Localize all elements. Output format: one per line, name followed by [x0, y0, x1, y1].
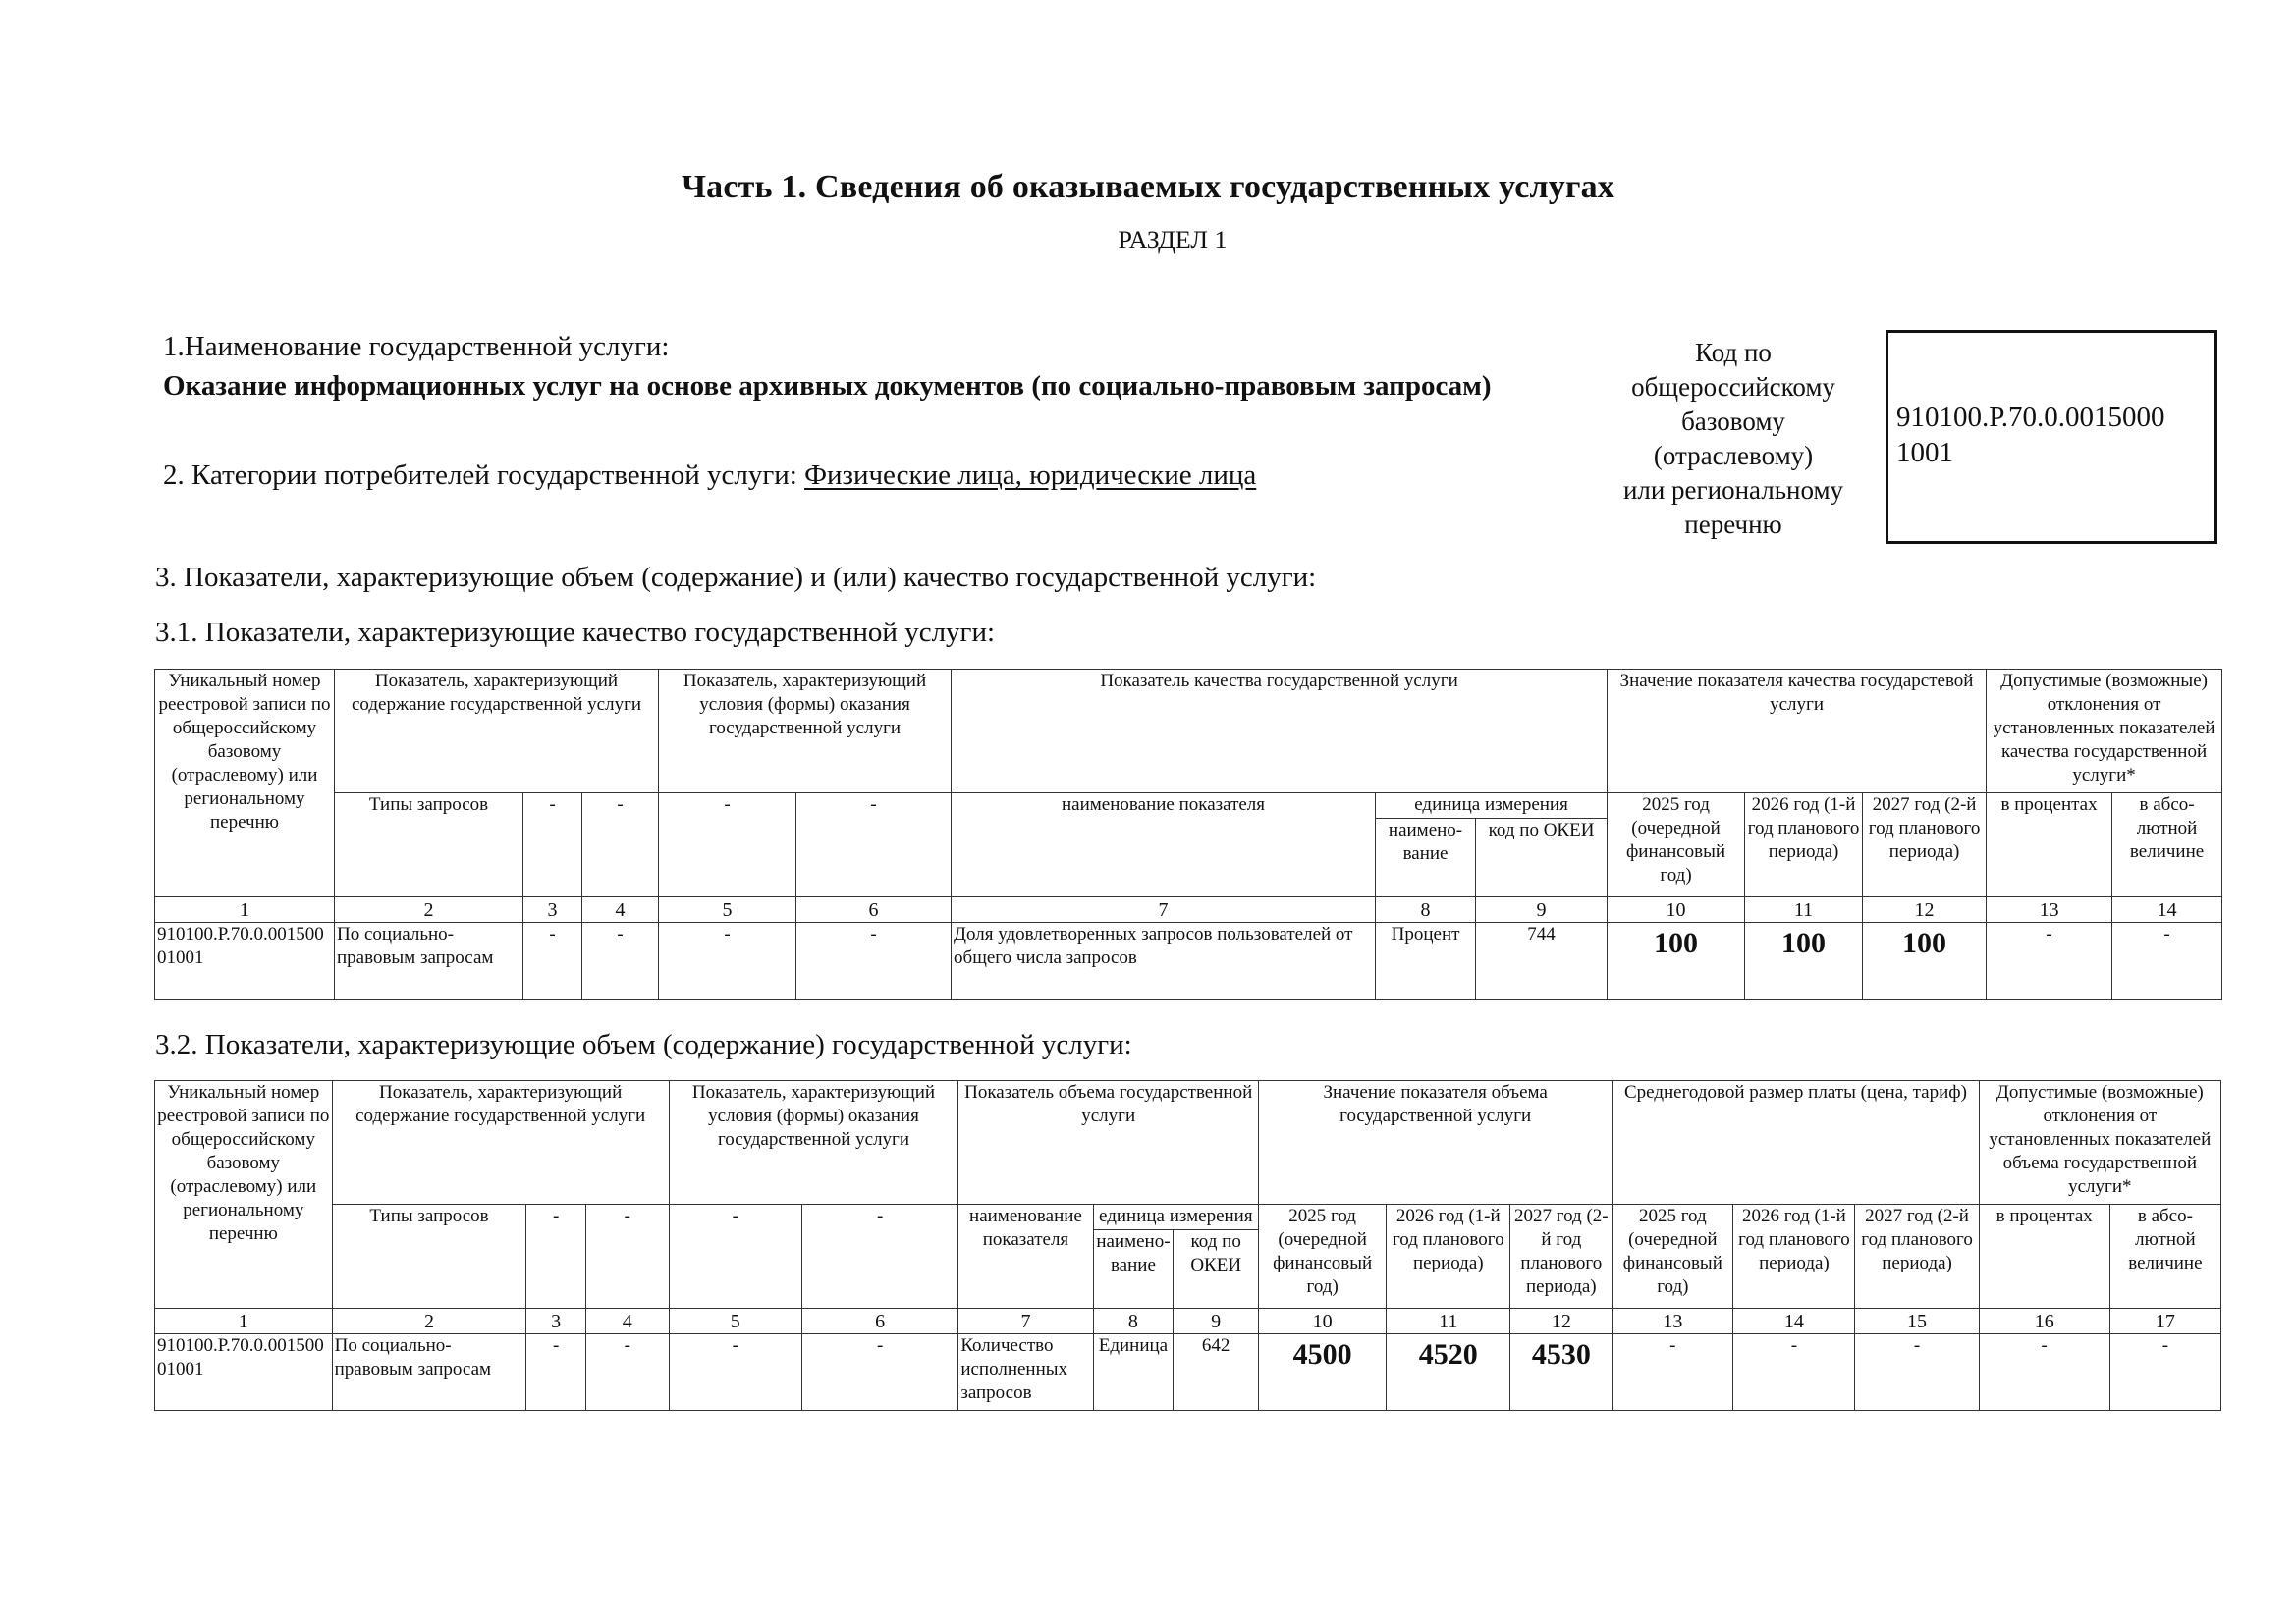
column-number: 13 — [1613, 1309, 1733, 1334]
cell-unique-number: 910100.Р.70.0.00150001001 — [155, 1334, 333, 1411]
column-number: 7 — [958, 1309, 1093, 1334]
column-numbers-row — [155, 897, 2222, 923]
column-number: 10 — [1259, 1309, 1387, 1334]
column-number: 8 — [1093, 1309, 1174, 1334]
column-number: 14 — [2112, 897, 2222, 923]
cell-value-2025: 4500 — [1259, 1334, 1387, 1411]
cell-unit-name: Единица — [1093, 1334, 1174, 1411]
header-quality-value: Значение показателя качества государстевой услуги — [1608, 670, 1987, 793]
column-number: 11 — [1387, 1309, 1510, 1334]
column-number: 9 — [1476, 897, 1608, 923]
header-year-2025: 2025 год (очередной финансовый год) — [1608, 793, 1745, 897]
header-avg-fee: Среднегодовой размер платы (цена, тариф) — [1613, 1081, 1979, 1205]
column-number: 5 — [659, 897, 796, 923]
header-indicator-name: наименование показателя — [952, 793, 1376, 897]
section-3-heading: 3. Показатели, характеризующие объем (содержание) и (или) качество государственной услуги: — [155, 562, 1317, 593]
column-number: 15 — [1855, 1309, 1979, 1334]
registry-code-box — [1886, 330, 2217, 544]
header-year-2026: 2026 год (1-й год планового периода) — [1387, 1205, 1510, 1309]
header-unit-name: наимено-вание — [1376, 819, 1476, 897]
cell-unit-name: Процент — [1376, 923, 1476, 1000]
header-request-types: Типы запросов — [332, 1205, 526, 1309]
header-okei-code: код по ОКЕИ — [1174, 1230, 1259, 1309]
header-content-indicator: Показатель, характеризующий содержание государственной услуги — [335, 670, 659, 793]
column-number: 3 — [523, 897, 582, 923]
consumer-categories — [163, 460, 1256, 492]
code-label-line: или региональному — [1622, 475, 1844, 505]
cell-okei-code: 642 — [1174, 1334, 1259, 1411]
volume-indicators-table — [154, 1080, 2221, 1411]
cell-deviation-absolute: - — [2109, 1334, 2220, 1411]
column-number: 4 — [582, 897, 659, 923]
code-label-line: общероссийскому — [1631, 372, 1835, 402]
column-number: 6 — [801, 1309, 957, 1334]
registry-code-line1: 910100.Р.70.0.0015000 — [1896, 402, 2165, 433]
registry-code-line2: 1001 — [1896, 437, 1953, 468]
header-fee-2027: 2027 год (2-й год планового периода) — [1855, 1205, 1979, 1309]
cell-deviation-percent: - — [1987, 923, 2112, 1000]
cell-fee-2026: - — [1733, 1334, 1855, 1411]
header-unit-name: наимено-вание — [1093, 1230, 1174, 1309]
header-deviation-percent: в процентах — [1987, 793, 2112, 897]
cell-value-2027: 4530 — [1510, 1334, 1613, 1411]
cell-value-2026: 4520 — [1387, 1334, 1510, 1411]
column-number: 4 — [585, 1309, 669, 1334]
service-name-label: 1.Наименование государственной услуги: — [163, 331, 670, 362]
header-unique-number: Уникальный номер реестровой записи по общероссийскому базовому (отраслевому) или региональному перечню — [155, 670, 335, 897]
header-deviations: Допустимые (возможные) отклонения от установленных показателей объема государственной услуги* — [1979, 1081, 2220, 1205]
column-number: 5 — [669, 1309, 801, 1334]
header-col4: - — [585, 1205, 669, 1309]
section-label: РАЗДЕЛ 1 — [1118, 226, 1228, 254]
cell-okei-code: 744 — [1476, 923, 1608, 1000]
column-number: 6 — [796, 897, 952, 923]
cell-col6: - — [801, 1334, 957, 1411]
header-col3: - — [523, 793, 582, 897]
header-deviations: Допустимые (возможные) отклонения от установленных показателей качества государственной услуги* — [1987, 670, 2222, 793]
header-year-2027: 2027 год (2-й год планового периода) — [1510, 1205, 1613, 1309]
cell-value-2025: 100 — [1608, 923, 1745, 1000]
header-request-types: Типы запросов — [335, 793, 523, 897]
quality-indicators-table — [154, 669, 2222, 1000]
header-content-indicator: Показатель, характеризующий содержание государственной услуги — [332, 1081, 669, 1205]
registry-code-label — [1601, 336, 1866, 542]
consumer-categories-value: Физические лица, юридические лица — [804, 460, 1257, 491]
cell-fee-2025: - — [1613, 1334, 1733, 1411]
table-row — [155, 1334, 2221, 1411]
header-col3: - — [526, 1205, 586, 1309]
cell-deviation-absolute: - — [2112, 923, 2222, 1000]
cell-fee-2027: - — [1855, 1334, 1979, 1411]
column-number: 1 — [155, 1309, 333, 1334]
header-col6: - — [796, 793, 952, 897]
header-year-2027: 2027 год (2-й год планового периода) — [1863, 793, 1987, 897]
column-number: 9 — [1174, 1309, 1259, 1334]
column-number: 17 — [2109, 1309, 2220, 1334]
header-volume-value: Значение показателя объема государственной услуги — [1259, 1081, 1613, 1205]
column-number: 2 — [332, 1309, 526, 1334]
column-number: 2 — [335, 897, 523, 923]
header-year-2025: 2025 год (очередной финансовый год) — [1259, 1205, 1387, 1309]
column-number: 1 — [155, 897, 335, 923]
cell-col5: - — [659, 923, 796, 1000]
header-col4: - — [582, 793, 659, 897]
code-label-line: (отраслевому) — [1653, 441, 1814, 470]
cell-col4: - — [582, 923, 659, 1000]
column-number: 3 — [526, 1309, 586, 1334]
code-label-line: базовому — [1681, 406, 1785, 436]
header-unique-number: Уникальный номер реестровой записи по общероссийскому базовому (отраслевому) или региональному перечню — [155, 1081, 333, 1309]
column-number: 13 — [1987, 897, 2112, 923]
section-3-2-heading: 3.2. Показатели, характеризующие объем (содержание) государственной услуги: — [155, 1029, 1132, 1060]
header-okei-code: код по ОКЕИ — [1476, 819, 1608, 897]
column-number: 7 — [952, 897, 1376, 923]
cell-value-2027: 100 — [1863, 923, 1987, 1000]
code-label-line: перечню — [1684, 510, 1782, 539]
cell-indicator-name: Количество исполненных запросов — [958, 1334, 1093, 1411]
header-quality-indicator: Показатель качества государственной услуги — [952, 670, 1608, 793]
column-numbers-row — [155, 1309, 2221, 1334]
header-col5: - — [669, 1205, 801, 1309]
header-deviation-absolute: в абсо-лютной величине — [2109, 1205, 2220, 1309]
cell-col6: - — [796, 923, 952, 1000]
header-unit: единица измерения — [1093, 1205, 1259, 1230]
column-number: 11 — [1745, 897, 1863, 923]
page-title: Часть 1. Сведения об оказываемых государственных услугах — [681, 169, 1615, 205]
cell-col3: - — [523, 923, 582, 1000]
column-number: 12 — [1863, 897, 1987, 923]
header-fee-2025: 2025 год (очередной финансовый год) — [1613, 1205, 1733, 1309]
cell-deviation-percent: - — [1979, 1334, 2109, 1411]
header-unit: единица измерения — [1376, 793, 1608, 819]
header-indicator-name: наименование показателя — [958, 1205, 1093, 1309]
header-deviation-absolute: в абсо-лютной величине — [2112, 793, 2222, 897]
cell-col5: - — [669, 1334, 801, 1411]
header-col5: - — [659, 793, 796, 897]
section-3-1-heading: 3.1. Показатели, характеризующие качество государственной услуги: — [155, 617, 996, 648]
cell-col3: - — [526, 1334, 586, 1411]
column-number: 16 — [1979, 1309, 2109, 1334]
header-deviation-percent: в процентах — [1979, 1205, 2109, 1309]
column-number: 10 — [1608, 897, 1745, 923]
header-conditions-indicator: Показатель, характеризующий условия (формы) оказания государственной услуги — [669, 1081, 958, 1205]
cell-value-2026: 100 — [1745, 923, 1863, 1000]
cell-indicator-name: Доля удовлетворенных запросов пользователей от общего числа запросов — [952, 923, 1376, 1000]
header-fee-2026: 2026 год (1-й год планового периода) — [1733, 1205, 1855, 1309]
column-number: 14 — [1733, 1309, 1855, 1334]
header-volume-indicator: Показатель объема государственной услуги — [958, 1081, 1259, 1205]
cell-col4: - — [585, 1334, 669, 1411]
code-label-line: Код по — [1695, 338, 1772, 367]
cell-request-type: По социально-правовым запросам — [335, 923, 523, 1000]
header-col6: - — [801, 1205, 957, 1309]
header-conditions-indicator: Показатель, характеризующий условия (формы) оказания государственной услуги — [659, 670, 952, 793]
column-number: 8 — [1376, 897, 1476, 923]
table-row — [155, 923, 2222, 1000]
consumer-categories-label: 2. Категории потребителей государственной услуги: — [163, 460, 805, 491]
cell-request-type: По социально-правовым запросам — [332, 1334, 526, 1411]
service-name-value: Оказание информационных услуг на основе архивных документов (по социально-правовым запросам) — [163, 370, 1492, 402]
column-number: 12 — [1510, 1309, 1613, 1334]
cell-unique-number: 910100.Р.70.0.00150001001 — [155, 923, 335, 1000]
header-year-2026: 2026 год (1-й год планового периода) — [1745, 793, 1863, 897]
